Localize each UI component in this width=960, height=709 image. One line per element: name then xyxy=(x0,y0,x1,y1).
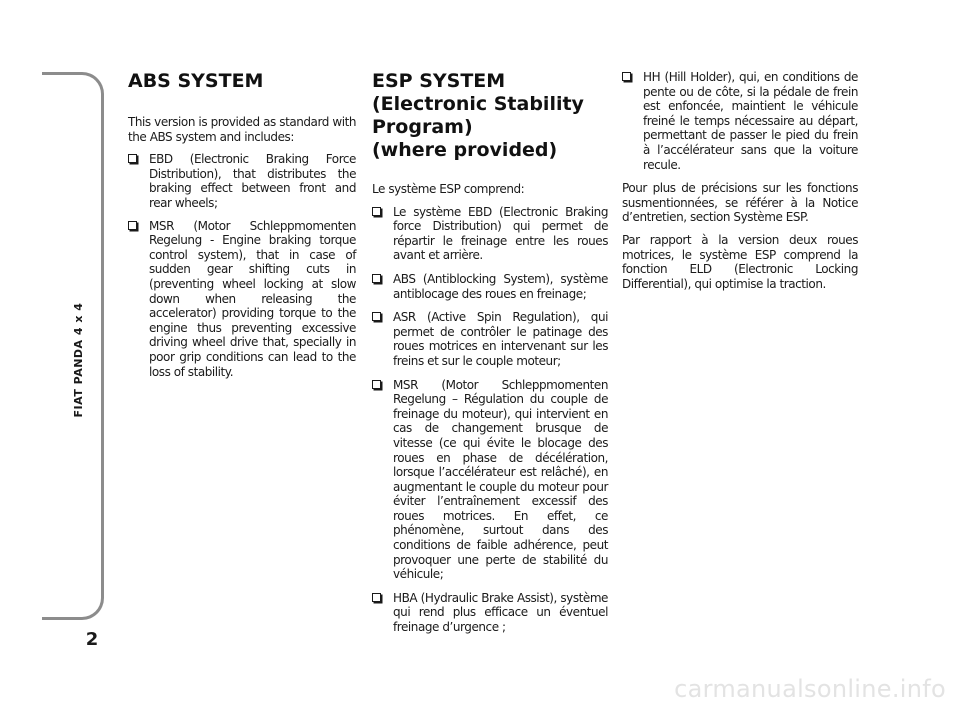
esp-heading-line: (where provided) xyxy=(372,139,558,161)
abs-intro: This version is provided as standard with the ABS system and includes: xyxy=(128,115,356,144)
paragraph: Pour plus de précisions sur les fonctions susmentionnées, se référer à la Notice d’entretien, section Système ESP. xyxy=(622,181,858,225)
esp-heading xyxy=(372,70,608,162)
bullet-text: ABS (Antiblocking System), système antiblocage des roues en freinage; xyxy=(393,271,608,301)
bullet-item xyxy=(372,378,608,582)
watermark: carmanualsonline.info xyxy=(674,675,946,703)
checkbox-bullet-icon xyxy=(372,593,381,602)
checkbox-bullet-icon xyxy=(372,380,381,389)
page-number: 2 xyxy=(85,629,99,650)
bullet-item xyxy=(128,152,356,210)
esp-heading-line: ESP SYSTEM xyxy=(372,70,506,92)
checkbox-bullet-icon xyxy=(128,154,137,163)
esp-heading-line: (Electronic Stability xyxy=(372,93,584,115)
paragraph: Par rapport à la version deux roues motrices, le système ESP comprend la fonction ELD (Electronic Locking Differential), qui optimise la traction. xyxy=(622,232,858,291)
checkbox-bullet-icon xyxy=(372,207,381,216)
bullet-text: HH (Hill Holder), qui, en conditions de pente ou de côte, si la pédale de frein est enfoncée, maintient le véhicule freiné le temps nécessaire au départ, permettant de passer le pied du frein à l’accélérateur sans que la voiture recule. xyxy=(643,70,858,172)
bullet-item xyxy=(622,70,858,172)
bullet-item xyxy=(128,219,356,380)
bullet-text: EBD (Electronic Braking Force Distribution), that distributes the braking effect between front and rear wheels; xyxy=(149,152,356,210)
esp-heading-line: Program) xyxy=(372,116,473,138)
bullet-item xyxy=(372,205,608,263)
column-abs xyxy=(128,70,356,387)
side-title: FIAT PANDA 4 x 4 xyxy=(72,302,85,418)
bullet-text: Le système EBD (Electronic Braking force Distribution) qui permet de répartir le freinage entre les roues avant et arrière. xyxy=(393,204,608,263)
checkbox-bullet-icon xyxy=(372,274,381,283)
bullet-text: MSR (Motor Schleppmomenten Regelung – Régulation du couple de freinage du moteur), qui intervient en cas de changement brusque de vitesse (ce qui évite le blocage des roues en phase de décélération, lorsque l’accélérateur est relâché), en augmentant le couple du moteur pour éviter l’entraînement excessif des roues motrices. En effet, ce phénomène, surtout dans des conditions de faible adhérence, peut provoquer une perte de stabilité du véhicule; xyxy=(393,377,608,582)
checkbox-bullet-icon xyxy=(622,72,631,81)
abs-heading: ABS SYSTEM xyxy=(128,70,264,92)
bullet-text: ASR (Active Spin Regulation), qui permet de contrôler le patinage des roues motrices en intervenant sur les freins et sur le couple moteur; xyxy=(393,310,608,368)
bullet-item xyxy=(372,272,608,301)
bullet-item xyxy=(372,591,608,635)
column-esp xyxy=(372,70,608,644)
column-esp-continued xyxy=(622,70,858,299)
bullet-text: HBA (Hydraulic Brake Assist), système qui rend plus efficace un éventuel freinage d’urgence ; xyxy=(393,590,608,635)
esp-intro: Le système ESP comprend: xyxy=(372,182,525,196)
bullet-text: MSR (Motor Schleppmomenten Regelung - Engine braking torque control system), that in case of sudden gear shifting cuts in (preventing wheel locking at slow down when releasing the accelerator) providing torque to the engine thus preventing excessive driving wheel drive that, specially in poor grip conditions can lead to the loss of stability. xyxy=(149,218,356,379)
bullet-item xyxy=(372,310,608,368)
checkbox-bullet-icon xyxy=(372,312,381,321)
checkbox-bullet-icon xyxy=(128,221,137,230)
